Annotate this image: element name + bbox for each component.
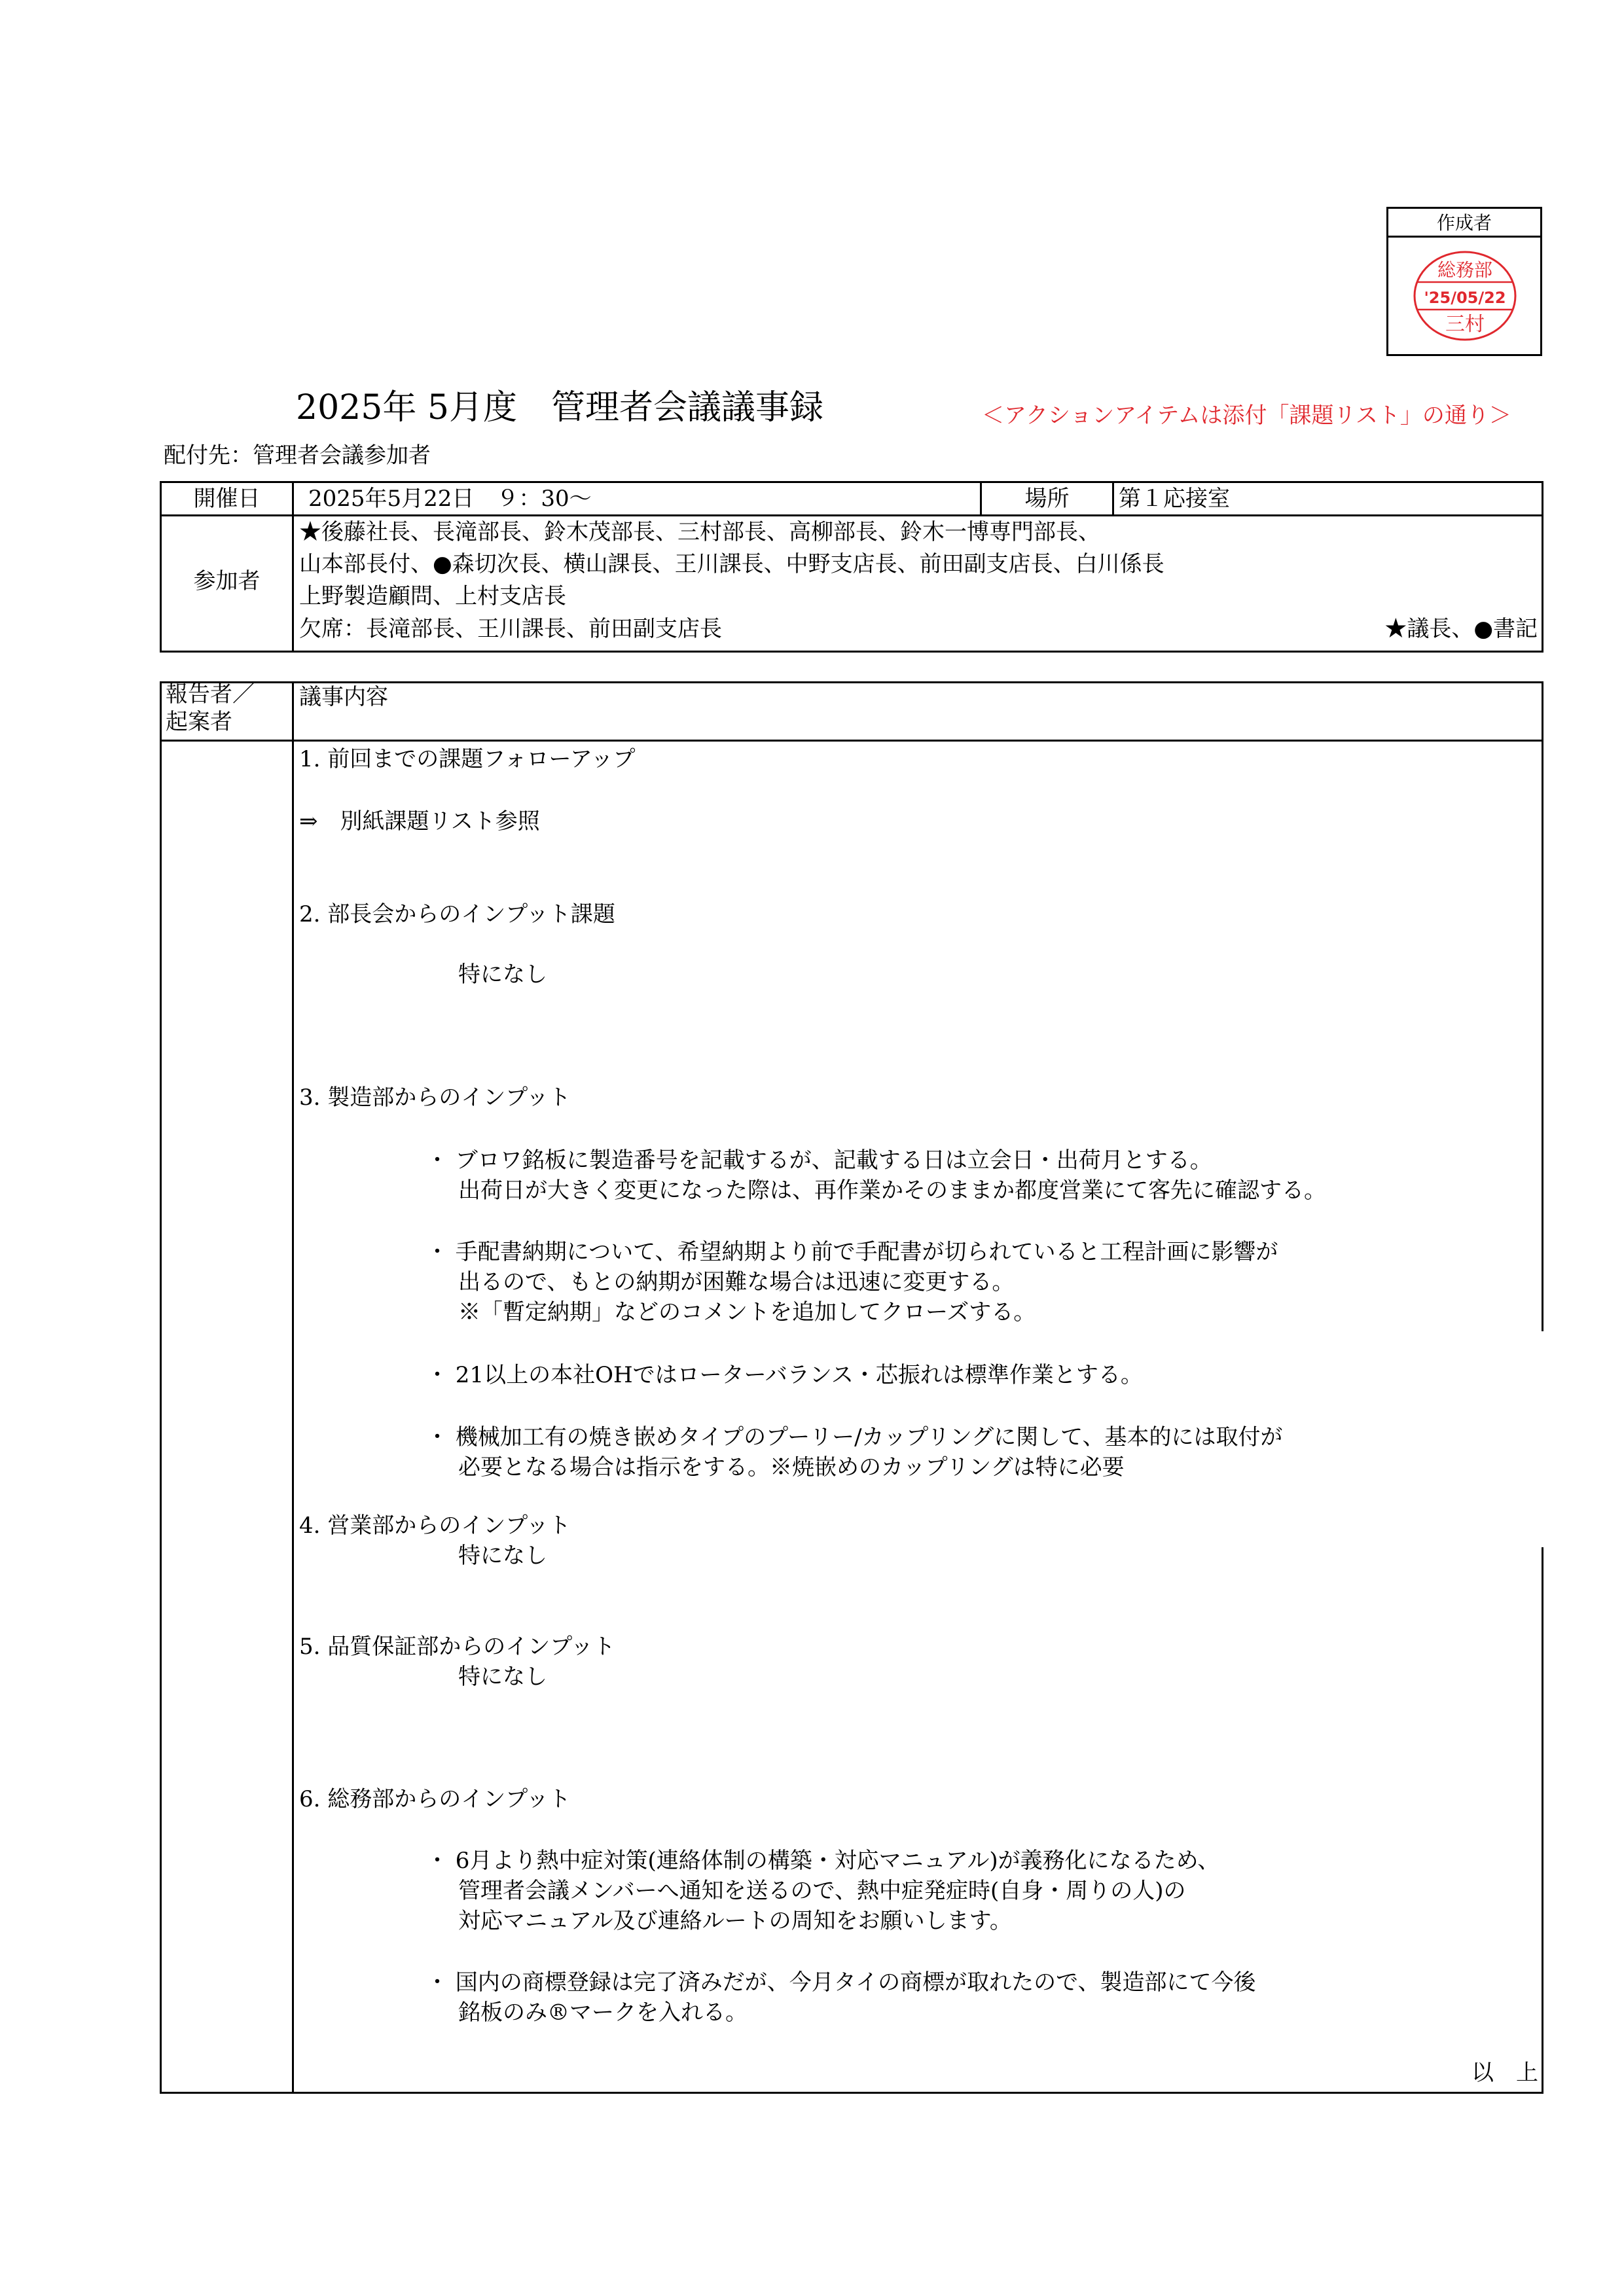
content-header: 議事内容 (299, 684, 388, 710)
document-title: 2025年 5月度 管理者会議議事録 (296, 388, 823, 427)
section-none: 特になし (458, 1543, 547, 1569)
attendees-line: 上野製造顧問、上村支店長 (299, 583, 566, 609)
date-label: 開催日 (193, 486, 261, 512)
bullet-line: 必要となる場合は指示をする。※焼嵌めのカップリングは特に必要 (458, 1454, 1125, 1480)
bullet-line: 銘板のみ®マークを入れる。 (458, 2000, 748, 2026)
attendees-label: 参加者 (193, 568, 261, 594)
creator-label: 作成者 (1388, 209, 1540, 238)
place-label: 場所 (1024, 486, 1070, 512)
bullet-line: ・ 手配書納期について、希望納期より前で手配書が切られていると工程計画に影響が (426, 1239, 1278, 1265)
bullet-line: ・ 機械加工有の焼き嵌めタイプのプーリー/カップリングに関して、基本的には取付が (426, 1424, 1283, 1450)
absentees-line: 欠席：長滝部長、王川課長、前田副支店長 (299, 616, 722, 642)
stamp-date: '25/05/22 (1424, 289, 1506, 307)
stamp-name: 三村 (1445, 313, 1485, 336)
approval-stamp (1412, 249, 1518, 342)
meeting-info-table (160, 481, 1543, 653)
section-heading: 1. 前回までの課題フォローアップ (299, 746, 636, 772)
distribution-line: 配付先：管理者会議参加者 (164, 442, 431, 469)
section-heading: 4. 営業部からのインプット (299, 1513, 571, 1539)
bullet-line: 対応マニュアル及び連絡ルートの周知をお願いします。 (458, 1908, 1012, 1934)
section-heading: 6. 総務部からのインプット (299, 1786, 571, 1812)
bullet-line: ・ ブロワ銘板に製造番号を記載するが、記載する日は立会日・出荷月とする。 (426, 1147, 1212, 1174)
bullet-line: 出るので、もとの納期が困難な場合は迅速に変更する。 (458, 1269, 1015, 1295)
end-mark: 以 上 (1471, 2060, 1538, 2086)
stamp-dept: 総務部 (1437, 259, 1493, 281)
place-value: 第１応接室 (1119, 486, 1230, 512)
bullet-line: 管理者会議メンバーへ通知を送るので、熱中症発症時(自身・周りの人)の (458, 1878, 1186, 1904)
section-heading: 3. 製造部からのインプット (299, 1085, 571, 1111)
agenda-table (160, 681, 1543, 2094)
section-heading: 5. 品質保証部からのインプット (299, 1634, 615, 1660)
section-none: 特になし (458, 1664, 547, 1690)
attendees-line: ★後藤社長、長滝部長、鈴木茂部長、三村部長、高柳部長、鈴木一博専門部長、 (299, 519, 1100, 545)
date-value: 2025年5月22日 ９：30～ (308, 486, 592, 512)
bullet-line: ・ 21以上の本社OHではローターバランス・芯振れは標準作業とする。 (426, 1362, 1143, 1388)
reporter-header: 報告者／ (166, 681, 255, 708)
bullet-line: ・ 6月より熱中症対策(連絡体制の構築・対応マニュアル)が義務化になるため、 (426, 1848, 1220, 1874)
reporter-header: 起案者 (166, 709, 232, 735)
attendees-line: 山本部長付、●森切次長、横山課長、王川課長、中野支店長、前田副支店長、白川係長 (299, 551, 1164, 577)
bullet-line: ・ 国内の商標登録は完了済みだが、今月タイの商標が取れたので、製造部にて今後 (426, 1969, 1256, 1996)
section-heading: 2. 部長会からのインプット課題 (299, 901, 615, 927)
section-none: 特になし (458, 961, 547, 988)
section-reference: ⇒ 別紙課題リスト参照 (299, 808, 540, 834)
bullet-line: 出荷日が大きく変更になった際は、再作業かそのままか都度営業にて客先に確認する。 (458, 1177, 1326, 1204)
bullet-line: ※「暫定納期」などのコメントを追加してクローズする。 (458, 1299, 1036, 1325)
action-item-note: ＜アクションアイテムは添付「課題リスト」の通り＞ (982, 403, 1511, 429)
role-legend: ★議長、●書記 (1384, 616, 1538, 642)
creator-box (1386, 207, 1542, 356)
